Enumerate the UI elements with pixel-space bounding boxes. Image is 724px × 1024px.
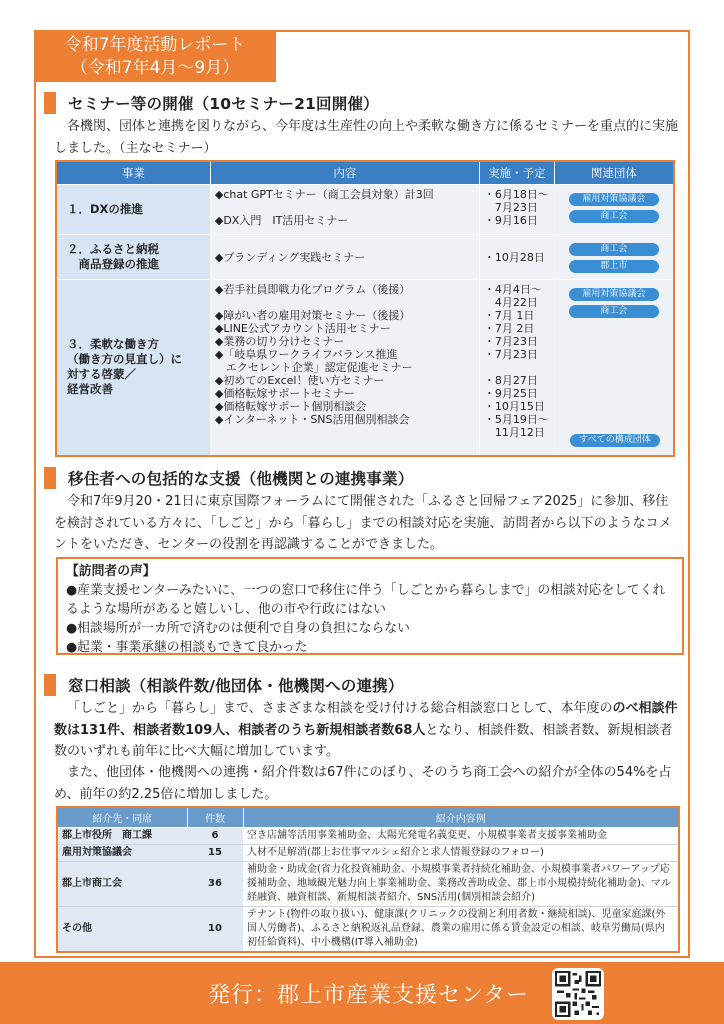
date-cell: ・10月28日 bbox=[479, 235, 554, 280]
org-badge: 雇用対策協議会 bbox=[569, 288, 659, 301]
org-badge-all: すべての構成団体 bbox=[570, 434, 660, 447]
heading-bar bbox=[44, 92, 56, 114]
col-content: 内容 bbox=[210, 161, 479, 185]
voice-item: ●産業支援センターみたいに、一つの窓口で移住に伴う「しごとから暮らしまで」の相談対応をしてくれるような場所があると嬉しいし、他の市や行政にはない bbox=[66, 583, 666, 617]
footer-band bbox=[0, 962, 724, 1024]
seminar-intro: 各機関、団体と連携を図りながら、今年度は生産性の向上や柔軟な働き方に係るセミナーを重点的に実施しました。（主なセミナー） bbox=[54, 119, 679, 156]
business-cell: １．DXの推進 bbox=[56, 185, 210, 235]
consult-para1: 「しごと」から「暮らし」まで、さまざまな相談を受け付ける総合相談窓口として、本年度ののべ相談件数は131件、相談者数109人、相談者のうち新規相談者数68人となり、相談件数、相談者数、新規相談者数のいずれも前年に比べ大幅に増加しています。 bbox=[54, 701, 678, 759]
org-badge: 雇用対策協議会 bbox=[569, 193, 659, 206]
table-row bbox=[56, 185, 674, 235]
col-business: 事業 bbox=[56, 161, 210, 185]
table-row: その他 10 テナント(物件の取り扱い)、健康課(クリニックの役割と利用者数・継続相談)、児童家庭課(外国人労働者)、ふるさと納税返礼品登録、農業の雇用に係る賃金設定の相談、岐阜労働局(県内初任給資料)、中小機構(IT導入補助金) bbox=[57, 907, 679, 953]
heading-bar bbox=[44, 674, 56, 696]
org-badge: 商工会 bbox=[569, 305, 659, 318]
org-cell bbox=[554, 185, 674, 235]
org-badge: 郡上市 bbox=[569, 260, 659, 273]
org-cell bbox=[554, 280, 674, 456]
consult-heading bbox=[44, 674, 404, 696]
col-date: 実施・予定 bbox=[479, 161, 554, 185]
referral-table bbox=[56, 806, 680, 953]
seminar-heading-text: セミナー等の開催（10セミナー21回開催） bbox=[68, 95, 379, 113]
org-badge: 商工会 bbox=[569, 210, 659, 223]
table-row: 郡上市商工会 36 補助金・助成金(省力化投資補助金、小規模事業者持続化補助金、小規模事業者パワーアップ応援補助金、地域観光魅力向上事業補助金、業務改善助成金、郡上市小規模持続化補助金)、マル経融資、融資相談、新規相談者紹介、SNS活用(個別相談会紹介) bbox=[57, 862, 679, 907]
col-referral: 紹介先・同席 bbox=[57, 807, 187, 828]
seminar-table bbox=[55, 160, 675, 457]
table-row: 雇用対策協議会 15 人材不足解消(郡上お仕事マルシェ紹介と求人情報登録のフォロー) bbox=[57, 845, 679, 862]
table-row bbox=[56, 235, 674, 280]
business-cell: ３．柔軟な働き方 （働き方の見直し）に 対する啓蒙／ 経営改善 bbox=[56, 280, 210, 456]
col-detail: 紹介内容例 bbox=[243, 807, 679, 828]
org-cell bbox=[554, 235, 674, 280]
consult-heading-text: 窓口相談（相談件数/他団体・他機関への連携） bbox=[68, 677, 404, 695]
report-title bbox=[34, 30, 276, 82]
title-line2: （令和7年4月～9月） bbox=[70, 58, 240, 78]
content-cell: ◆chat GPTセミナー（商工会員対象）計3回 ◆DX入門 IT活用セミナー bbox=[210, 185, 479, 235]
migration-body: 令和7年9月20・21日に東京国際フォーラムにて開催された「ふるさと回帰フェア2025」に参加、移住を検討されている方々に、「しごと」から「暮らし」までの相談対応を実施、訪問者から以下のようなコメントをいただき、センターの役割を再認識することができました。 bbox=[54, 494, 672, 552]
publisher: 発行：郡上市産業支援センター bbox=[208, 983, 530, 1008]
visitor-voice-box bbox=[56, 557, 684, 655]
content-cell: ◆ブランディング実践セミナー bbox=[210, 235, 479, 280]
col-org: 関連団体 bbox=[554, 161, 674, 185]
voice-item: ●起業・事業承継の相談もできて良かった bbox=[66, 640, 308, 655]
migration-heading-text: 移住者への包括的な支援（他機関との連携事業） bbox=[68, 470, 414, 488]
voice-title: 【訪問者の声】 bbox=[66, 564, 156, 579]
title-line1: 令和7年度活動レポート bbox=[64, 35, 246, 55]
migration-heading bbox=[44, 467, 413, 489]
qr-code-icon[interactable] bbox=[552, 968, 604, 1020]
org-badge: 商工会 bbox=[569, 243, 659, 256]
table-row: 郡上市役所 商工課 6 空き店舗等活用事業補助金、太陽光発電名義変更、小規模事業者支援事業補助金 bbox=[57, 828, 679, 845]
content-cell: ◆若手社員即戦力化プログラム（後援） ◆障がい者の雇用対策セミナー（後援） ◆LINE公式アカウント活用セミナー ◆業務の切り分けセミナー ◆「岐阜県ワークライフバランス推進 エクセレント企業」認定促進セミナー ◆初めてのExcel！使い方セミナー ◆価格転嫁サポートセミナー ◆価格転嫁サポート個別相談会 ◆インターネット・SNS活用個別相談会 bbox=[210, 280, 479, 456]
consult-para2: また、他団体・他機関への連携・紹介件数は67件にのぼり、そのうち商工会への紹介が全体の54%を占め、前年の約2.25倍に増加しました。 bbox=[54, 765, 672, 802]
date-cell: ・6月18日～ 7月23日 ・9月16日 bbox=[479, 185, 554, 235]
date-cell: ・4月4日～ 4月22日 ・7月 1日 ・7月 2日 ・7月23日 ・7月23日 ・8月27日 ・9月25日 ・10月15日 ・5月19日～ 11月12日 bbox=[479, 280, 554, 456]
col-count: 件数 bbox=[187, 807, 243, 828]
heading-bar bbox=[44, 467, 56, 489]
voice-item: ●相談場所が一カ所で済むのは便利で自身の負担にならない bbox=[66, 621, 410, 636]
table-row bbox=[56, 280, 674, 456]
seminar-heading bbox=[44, 92, 379, 114]
business-cell: ２．ふるさと納税 商品登録の推進 bbox=[56, 235, 210, 280]
